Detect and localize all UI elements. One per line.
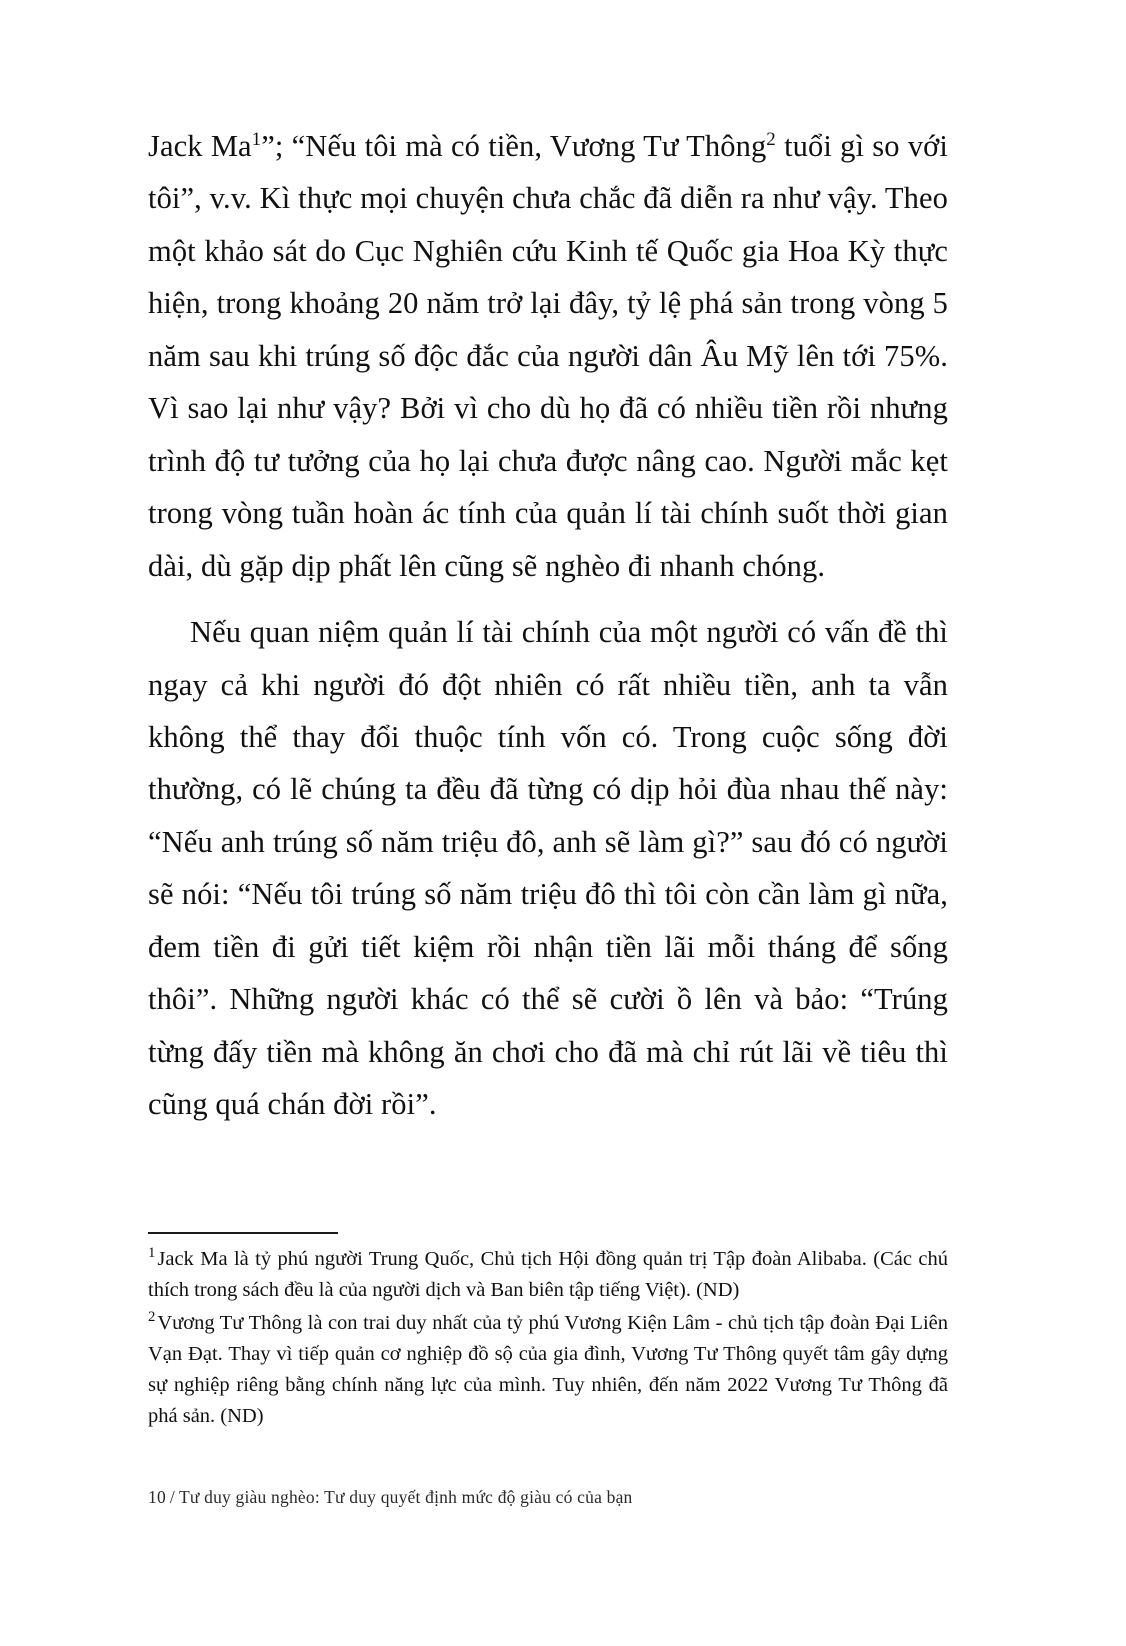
footnote-reference: 2 (766, 128, 776, 150)
footnote-item (148, 1308, 948, 1433)
footer-book-title: Tư duy giàu nghèo: Tư duy quyết định mức độ giàu có của bạn (178, 1487, 633, 1507)
footer-separator: / (169, 1487, 175, 1507)
page-footer (148, 1487, 948, 1508)
page-number: 10 (148, 1487, 166, 1507)
footnote-text: Vương Tư Thông là con trai duy nhất của tỷ phú Vương Kiện Lâm - chủ tịch tập đoàn Đại Liên Vạn Đạt. Thay vì tiếp quản cơ nghiệp đồ sộ của gia đình, Vương Tư Thông quyết tâm gây dựng sự nghiệp riêng bằng chính năng lực của mình. Tuy nhiên, đến năm 2022 Vương Tư Thông đã phá sản. (ND) (148, 1311, 948, 1428)
body-paragraph: Jack Ma$^1$”; “Nếu tôi mà có tiền, Vương Tư Thông$^2$ tuổi gì so với tôi”, v.v. Kì thực mọi chuyện chưa chắc đã diễn ra như vậy. Theo một khảo sát do Cục Nghiên cứu Kinh tế Quốc gia Hoa Kỳ thực hiện, trong khoảng 20 năm trở lại đây, tỷ lệ phá sản trong vòng 5 năm sau khi trúng số độc đắc của người dân Âu Mỹ lên tới 75%. Vì sao lại như vậy? Bởi vì cho dù họ đã có nhiều tiền rồi nhưng trình độ tư tưởng của họ lại chưa được nâng cao. Người mắc kẹt trong vòng tuần hoàn ác tính của quản lí tài chính suốt thời gian dài, dù gặp dịp phất lên cũng sẽ nghèo đi nhanh chóng. (148, 128, 948, 583)
footnote-text: Jack Ma là tỷ phú người Trung Quốc, Chủ tịch Hội đồng quản trị Tập đoàn Alibaba. (Các chú thích trong sách đều là của người dịch và Ban biên tập tiếng Việt). (ND) (148, 1247, 948, 1301)
footnote-reference: 1 (251, 128, 262, 150)
footnote-section (148, 1232, 948, 1433)
footnote-separator-rule (148, 1232, 338, 1234)
footnote-item (148, 1244, 948, 1306)
footnote-marker: 2 (148, 1309, 156, 1326)
footnote-marker: 1 (148, 1244, 156, 1261)
page-body (148, 120, 948, 1131)
body-paragraph: Nếu quan niệm quản lí tài chính của một người có vấn đề thì ngay cả khi người đó đột nhiên có rất nhiều tiền, anh ta vẫn không thể thay đổi thuộc tính vốn có. Trong cuộc sống đời thường, có lẽ chúng ta đều đã từng có dịp hỏi đùa nhau thế này: “Nếu anh trúng số năm triệu đô, anh sẽ làm gì?” sau đó có người sẽ nói: “Nếu tôi trúng số năm triệu đô thì tôi còn cần làm gì nữa, đem tiền đi gửi tiết kiệm rồi nhận tiền lãi mỗi tháng để sống thôi”. Những người khác có thể sẽ cười ồ lên và bảo: “Trúng từng đấy tiền mà không ăn chơi cho đã mà chỉ rút lãi về tiêu thì cũng quá chán đời rồi”. (148, 615, 948, 1122)
